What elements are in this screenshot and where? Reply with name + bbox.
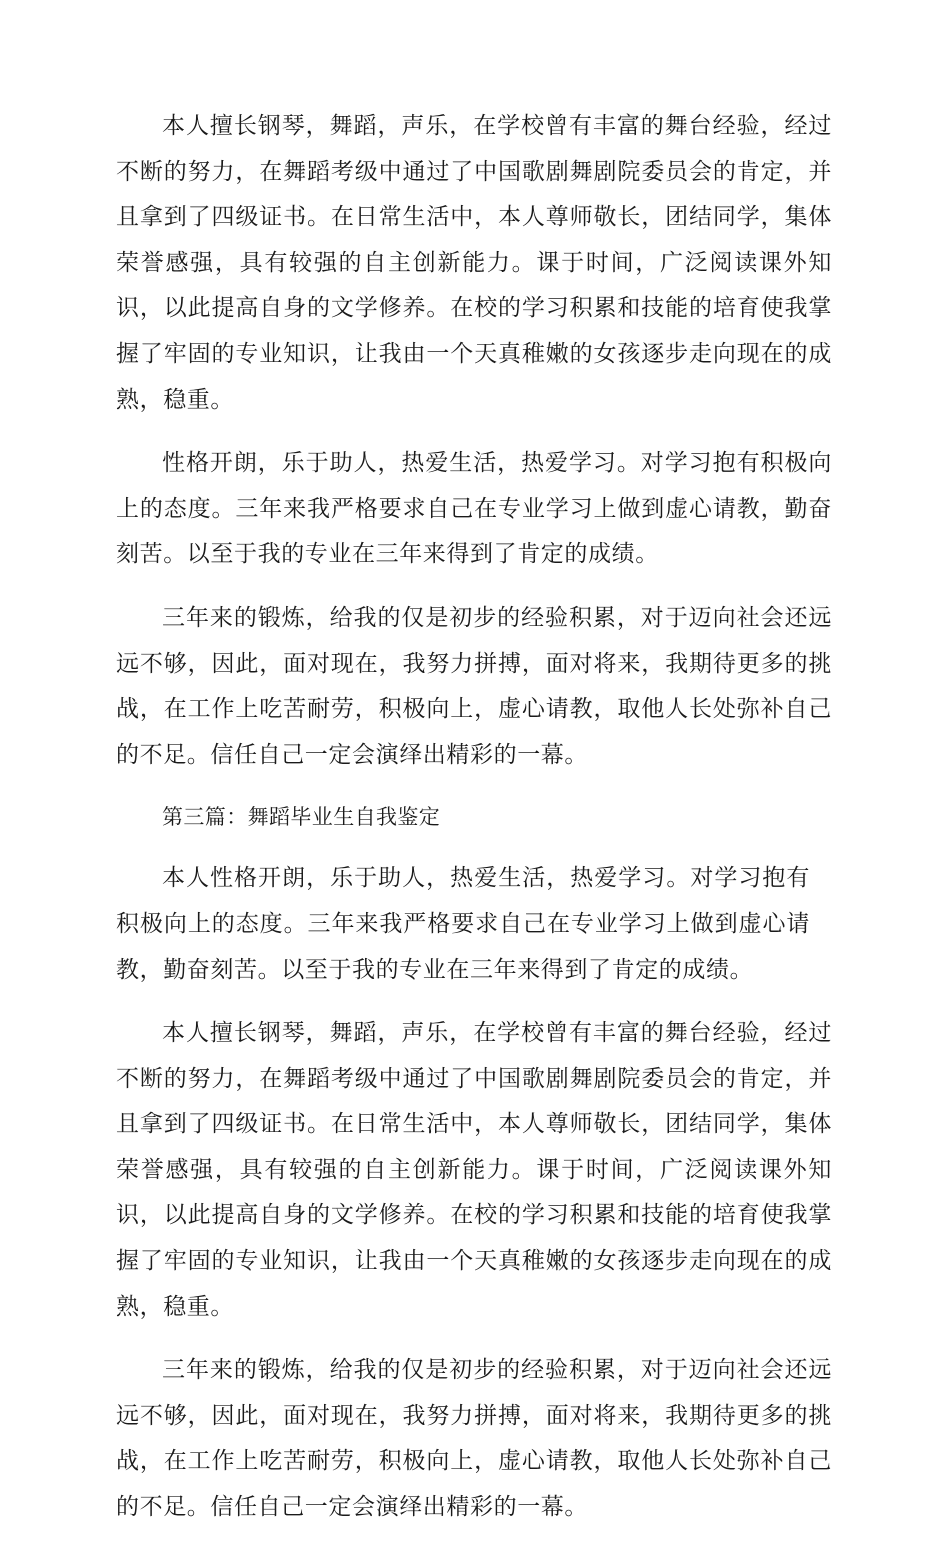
- paragraph-skills-2: 本人擅长钢琴，舞蹈，声乐，在学校曾有丰富的舞台经验，经过不断的努力，在舞蹈考级中通过了中国歌剧舞剧院委员会的肯定，并且拿到了四级证书。在日常生活中，本人尊师敬长，团结同学，集体荣誉感强，具有较强的自主创新能力。课于时间，广泛阅读课外知识，以此提高自身的文学修养。在校的学习积累和技能的培育使我掌握了牢固的专业知识，让我由一个天真稚嫩的女孩逐步走向现在的成熟，稳重。: [116, 1020, 832, 1320]
- paragraph-personality-2: 本人性格开朗，乐于助人，热爱生活，热爱学习。对学习抱有积极向上的态度。三年来我严格要求自己在专业学习上做到虚心请教，勤奋刻苦。以至于我的专业在三年来得到了肯定的成绩。: [116, 865, 810, 983]
- document-page: [116, 104, 832, 1549]
- paragraph-skills: 本人擅长钢琴，舞蹈，声乐，在学校曾有丰富的舞台经验，经过不断的努力，在舞蹈考级中通过了中国歌剧舞剧院委员会的肯定，并且拿到了四级证书。在日常生活中，本人尊师敬长，团结同学，集体荣誉感强，具有较强的自主创新能力。课于时间，广泛阅读课外知识，以此提高自身的文学修养。在校的学习积累和技能的培育使我掌握了牢固的专业知识，让我由一个天真稚嫩的女孩逐步走向现在的成熟，稳重。: [116, 113, 832, 413]
- paragraph-training: 三年来的锻炼，给我的仅是初步的经验积累，对于迈向社会还远远不够，因此，面对现在，我努力拼搏，面对将来，我期待更多的挑战，在工作上吃苦耐劳，积极向上，虚心请教，取他人长处弥补自己的不足。信任自己一定会演绎出精彩的一幕。: [116, 604, 832, 768]
- section-heading: 第三篇：舞蹈毕业生自我鉴定: [162, 805, 441, 830]
- paragraph-training-2: 三年来的锻炼，给我的仅是初步的经验积累，对于迈向社会还远远不够，因此，面对现在，我努力拼搏，面对将来，我期待更多的挑战，在工作上吃苦耐劳，积极向上，虚心请教，取他人长处弥补自己的不足。信任自己一定会演绎出精彩的一幕。: [116, 1357, 832, 1521]
- paragraph-personality: 性格开朗，乐于助人，热爱生活，热爱学习。对学习抱有积极向上的态度。三年来我严格要求自己在专业学习上做到虚心请教，勤奋刻苦。以至于我的专业在三年来得到了肯定的成绩。: [116, 450, 832, 568]
